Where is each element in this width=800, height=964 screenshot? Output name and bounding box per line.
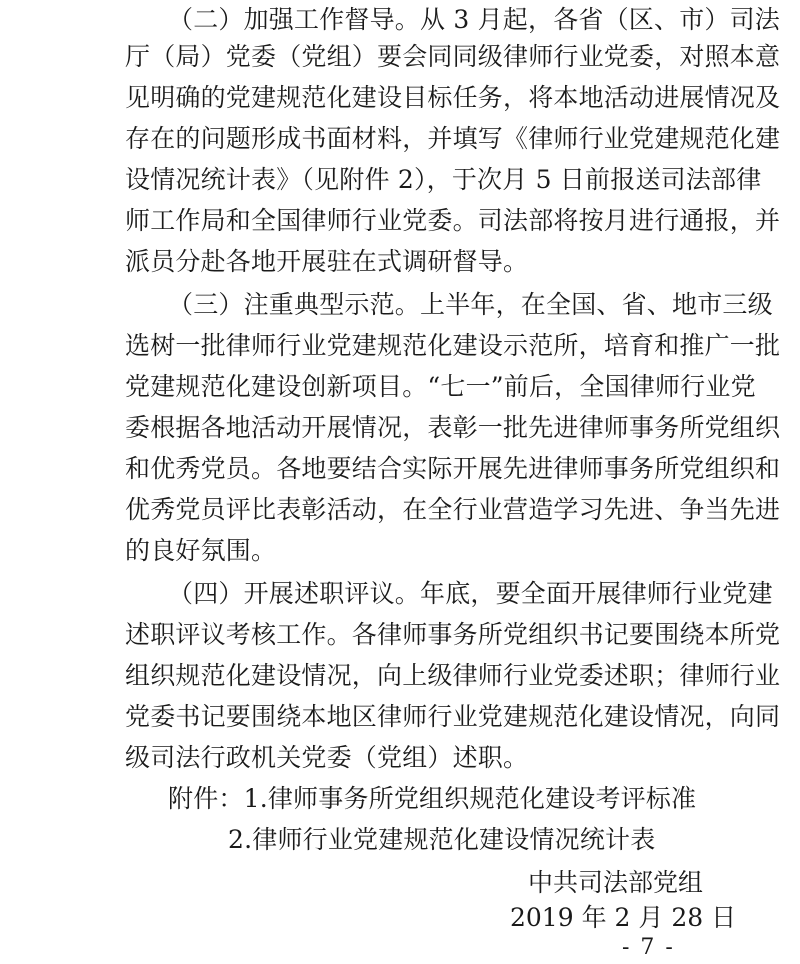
paragraph-line: （三）注重典型示范。上半年，在全国、省、地市三级 — [168, 290, 773, 319]
signature-date: 2019 年 2 月 28 日 — [510, 903, 737, 932]
paragraph-line: 党建规范化建设创新项目。“七一”前后，全国律师行业党 — [125, 372, 756, 401]
paragraph-line: 委根据各地活动开展情况，表彰一批先进律师事务所党组织 — [125, 413, 781, 442]
paragraph-line: 组织规范化建设情况，向上级律师行业党委述职；律师行业 — [125, 661, 781, 690]
paragraph-line: 的良好氛围。 — [125, 536, 277, 565]
page-number: - 7 - — [622, 935, 675, 960]
paragraph-line: （二）加强工作督导。从 3 月起，各省（区、市）司法 — [168, 5, 781, 34]
paragraph-line: 设情况统计表》（见附件 2），于次月 5 日前报送司法部律 — [125, 165, 762, 194]
paragraph-line: 述职评议考核工作。各律师事务所党组织书记要围绕本所党 — [125, 620, 781, 649]
paragraph-line: 级司法行政机关党委（党组）述职。 — [125, 743, 529, 772]
paragraph-line: 厅（局）党委（党组）要会同同级律师行业党委，对照本意 — [125, 42, 781, 71]
paragraph-line: 存在的问题形成书面材料，并填写《律师行业党建规范化建 — [125, 124, 781, 153]
paragraph-line: 党委书记要围绕本地区律师行业党建规范化建设情况，向同 — [125, 702, 781, 731]
paragraph-line: （四）开展述职评议。年底，要全面开展律师行业党建 — [168, 579, 773, 608]
paragraph-line: 派员分赴各地开展驻在式调研督导。 — [125, 247, 529, 276]
signature-org: 中共司法部党组 — [528, 868, 704, 897]
attachment-line-2: 2.律师行业党建规范化建设情况统计表 — [228, 825, 656, 854]
paragraph-line: 选树一批律师行业党建规范化建设示范所，培育和推广一批 — [125, 331, 781, 360]
paragraph-line: 优秀党员评比表彰活动，在全行业营造学习先进、争当先进 — [125, 495, 781, 524]
attachment-line-1: 附件：1.律师事务所党组织规范化建设考评标准 — [168, 784, 697, 813]
paragraph-line: 见明确的党建规范化建设目标任务，将本地活动进展情况及 — [125, 83, 781, 112]
paragraph-line: 和优秀党员。各地要结合实际开展先进律师事务所党组织和 — [125, 454, 781, 483]
paragraph-line: 师工作局和全国律师行业党委。司法部将按月进行通报，并 — [125, 206, 781, 235]
